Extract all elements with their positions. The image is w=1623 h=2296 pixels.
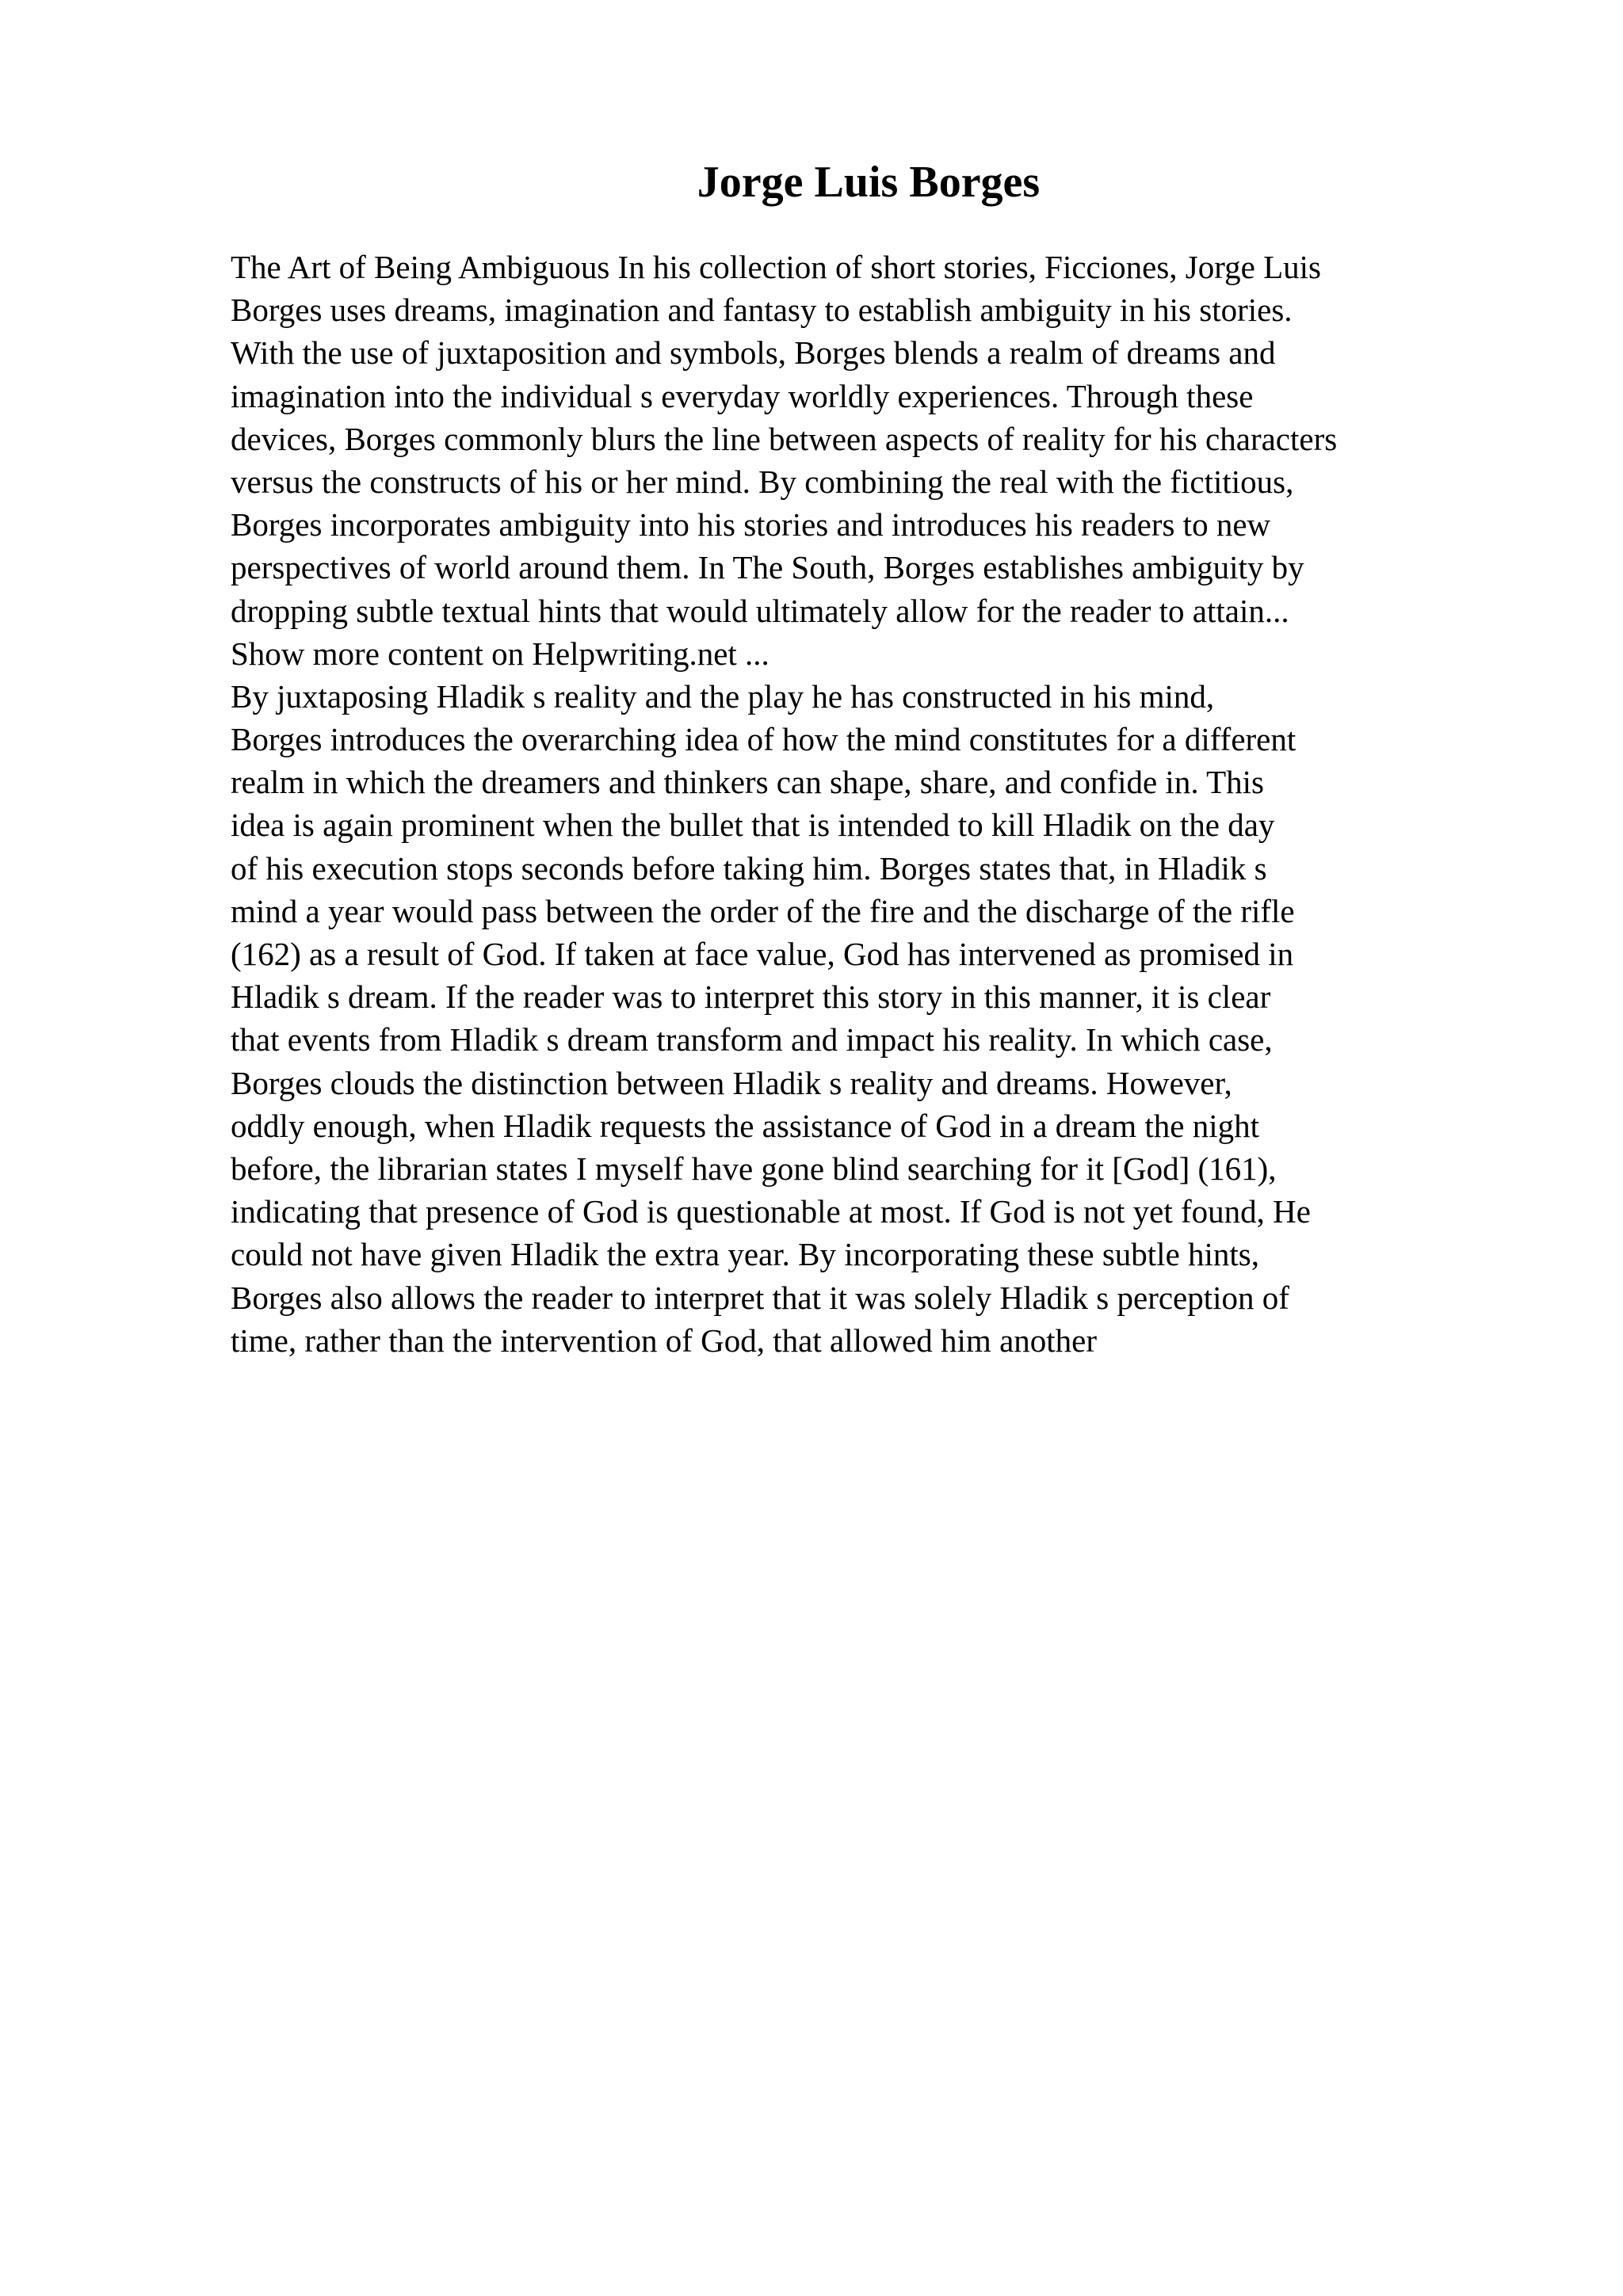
body-line: devices, Borges commonly blurs the line between aspects of reality for his characters: [231, 420, 1338, 457]
body-line: of his execution stops seconds before taking him. Borges states that, in Hladik s: [231, 849, 1267, 887]
document-body: [231, 246, 1499, 1362]
body-line: could not have given Hladik the extra year. By incorporating these subtle hints,: [231, 1236, 1260, 1273]
body-line: before, the librarian states I myself have gone blind searching for it [God] (161),: [231, 1150, 1277, 1187]
body-line: mind a year would pass between the order of the fire and the discharge of the rifle: [231, 892, 1295, 929]
body-line: Borges clouds the distinction between Hladik s reality and dreams. However,: [231, 1064, 1232, 1101]
body-line: dropping subtle textual hints that would ultimately allow for the reader to attain...: [231, 592, 1289, 629]
body-line: versus the constructs of his or her mind. By combining the real with the fictitious,: [231, 463, 1294, 500]
body-line: that events from Hladik s dream transform and impact his reality. In which case,: [231, 1021, 1273, 1058]
body-line: perspectives of world around them. In The South, Borges establishes ambiguity by: [231, 549, 1304, 586]
helpwriting-link[interactable]: Show more content on Helpwriting.net ...: [231, 635, 769, 672]
body-line: By juxtaposing Hladik s reality and the play he has constructed in his mind,: [231, 677, 1215, 715]
body-line: With the use of juxtaposition and symbols, Borges blends a realm of dreams and: [231, 334, 1276, 372]
body-line: The Art of Being Ambiguous In his collection of short stories, Ficciones, Jorge Luis: [231, 249, 1322, 285]
body-line: Borges also allows the reader to interpret that it was solely Hladik s perception of: [231, 1279, 1289, 1316]
document-title: Jorge Luis Borges: [697, 158, 1041, 207]
body-line: Hladik s dream. If the reader was to interpret this story in this manner, it is clear: [231, 978, 1271, 1016]
body-line: Borges uses dreams, imagination and fantasy to establish ambiguity in his stories.: [231, 292, 1293, 329]
body-line: realm in which the dreamers and thinkers can shape, share, and confide in. This: [231, 764, 1264, 801]
body-line: (162) as a result of God. If taken at face value, God has intervened as promised in: [231, 936, 1294, 972]
body-line: oddly enough, when Hladik requests the assistance of God in a dream the night: [231, 1107, 1260, 1144]
body-line: imagination into the individual s everyday worldly experiences. Through these: [231, 377, 1254, 414]
body-line: indicating that presence of God is questionable at most. If God is not yet found, He: [231, 1193, 1311, 1230]
body-line: time, rather than the intervention of God, that allowed him another: [231, 1322, 1098, 1359]
body-line: Borges incorporates ambiguity into his stories and introduces his readers to new: [231, 506, 1271, 543]
body-line: idea is again prominent when the bullet that is intended to kill Hladik on the day: [231, 807, 1275, 844]
body-line: Borges introduces the overarching idea of how the mind constitutes for a different: [231, 721, 1296, 758]
